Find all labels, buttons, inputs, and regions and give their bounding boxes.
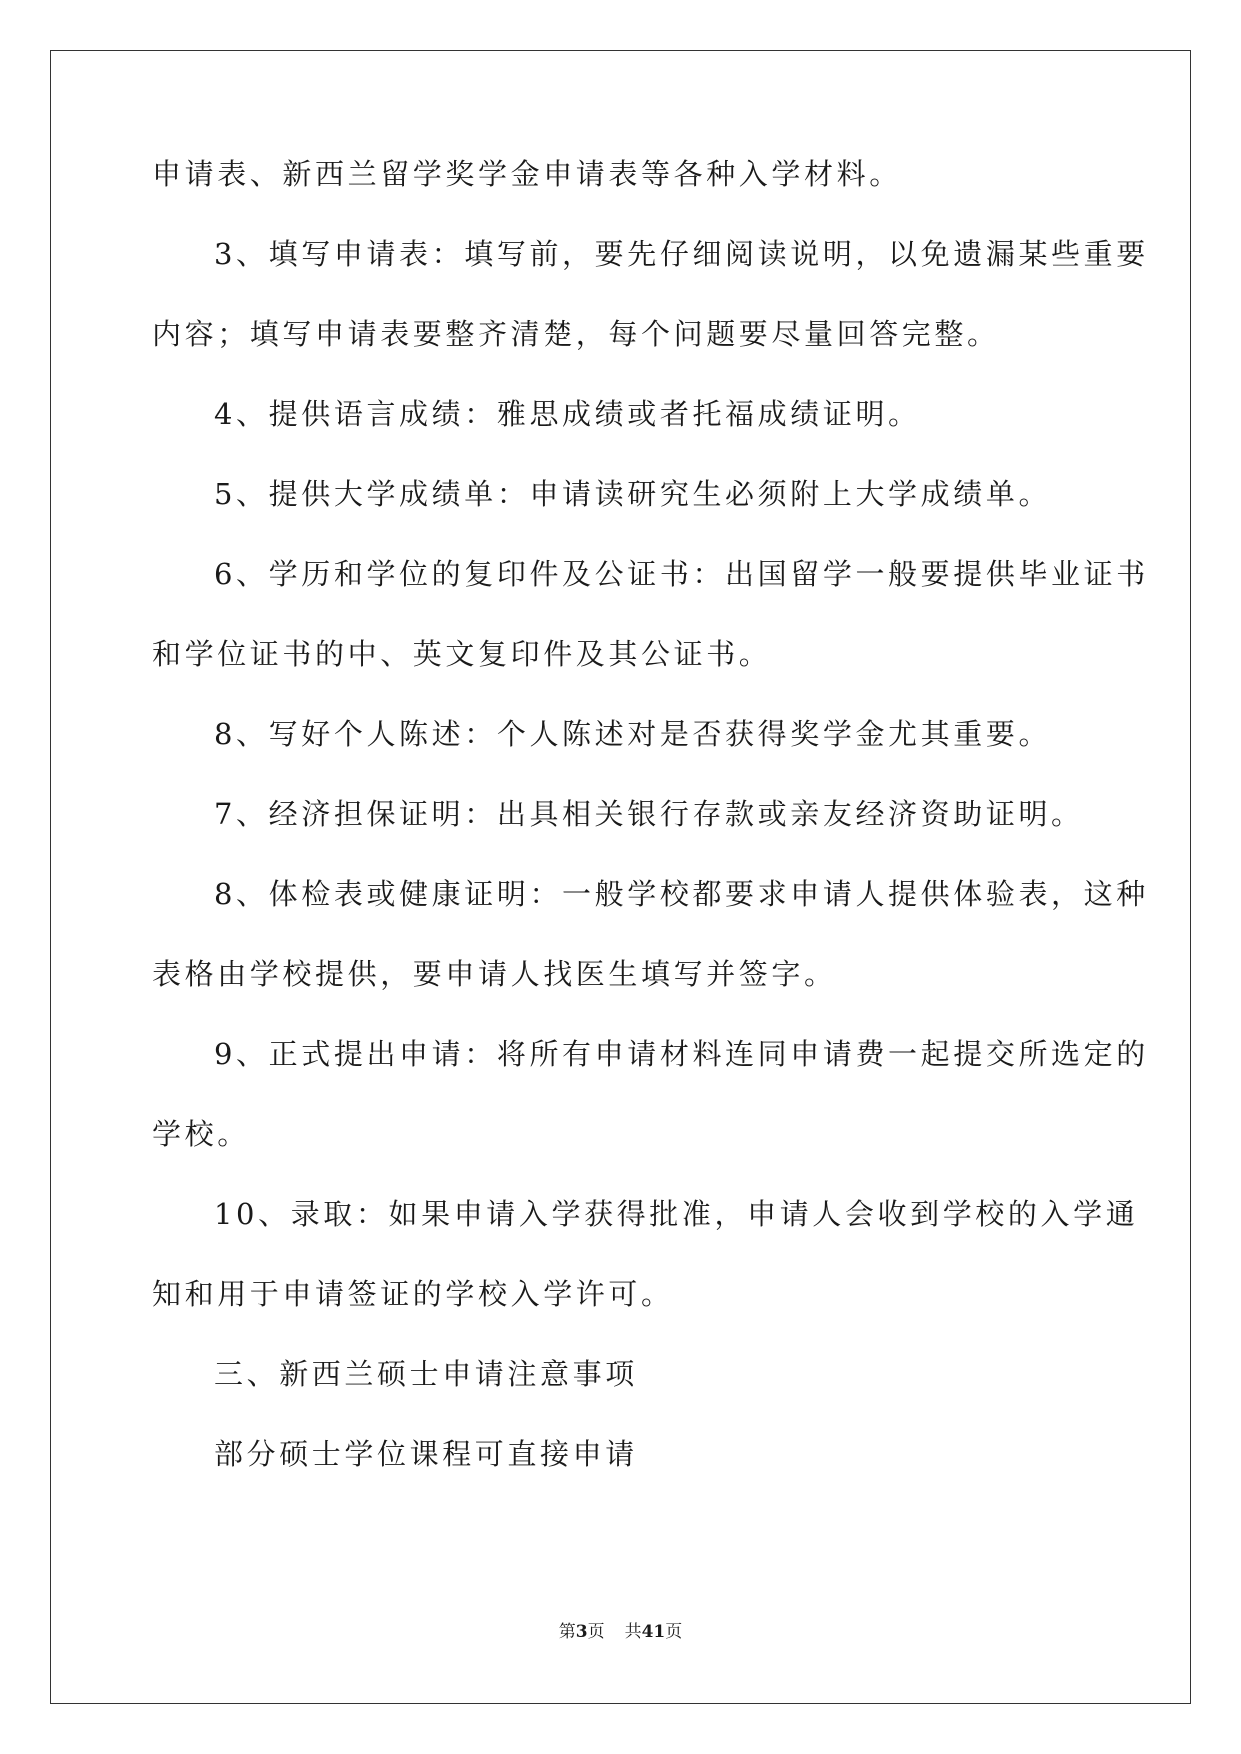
text-line: 内容；填写申请表要整齐清楚，每个问题要尽量回答完整。 <box>152 317 1000 351</box>
text-line: 3、填写申请表：填写前，要先仔细阅读说明，以免遗漏某些重要 <box>214 237 1149 271</box>
text-line: 5、提供大学成绩单：申请读研究生必须附上大学成绩单。 <box>214 477 1052 511</box>
text-line: 7、经济担保证明：出具相关银行存款或亲友经济资助证明。 <box>214 797 1084 831</box>
text-line: 部分硕士学位课程可直接申请 <box>214 1437 638 1471</box>
page-footer <box>0 1620 1241 1644</box>
page-suffix: 页 <box>587 1622 605 1642</box>
page-total: 41 <box>641 1622 666 1642</box>
text-line: 9、正式提出申请：将所有申请材料连同申请费一起提交所选定的 <box>214 1037 1149 1071</box>
total-prefix: 共 <box>624 1622 642 1642</box>
total-suffix: 页 <box>665 1622 683 1642</box>
text-line: 6、学历和学位的复印件及公证书：出国留学一般要提供毕业证书 <box>214 557 1149 591</box>
page-current: 3 <box>575 1622 588 1642</box>
section-heading: 三、新西兰硕士申请注意事项 <box>214 1357 638 1391</box>
text-line: 4、提供语言成绩：雅思成绩或者托福成绩证明。 <box>214 397 921 431</box>
text-line: 知和用于申请签证的学校入学许可。 <box>152 1277 674 1311</box>
text-line: 和学位证书的中、英文复印件及其公证书。 <box>152 637 772 671</box>
text-line: 申请表、新西兰留学奖学金申请表等各种入学材料。 <box>152 157 902 191</box>
text-line: 8、体检表或健康证明：一般学校都要求申请人提供体验表，这种 <box>214 877 1149 911</box>
text-line: 表格由学校提供，要申请人找医生填写并签字。 <box>152 957 837 991</box>
text-line: 10、录取：如果申请入学获得批准，申请人会收到学校的入学通 <box>214 1197 1139 1231</box>
page-prefix: 第 <box>558 1622 576 1642</box>
text-line: 学校。 <box>152 1117 250 1151</box>
text-line: 8、写好个人陈述：个人陈述对是否获得奖学金尤其重要。 <box>214 717 1052 751</box>
